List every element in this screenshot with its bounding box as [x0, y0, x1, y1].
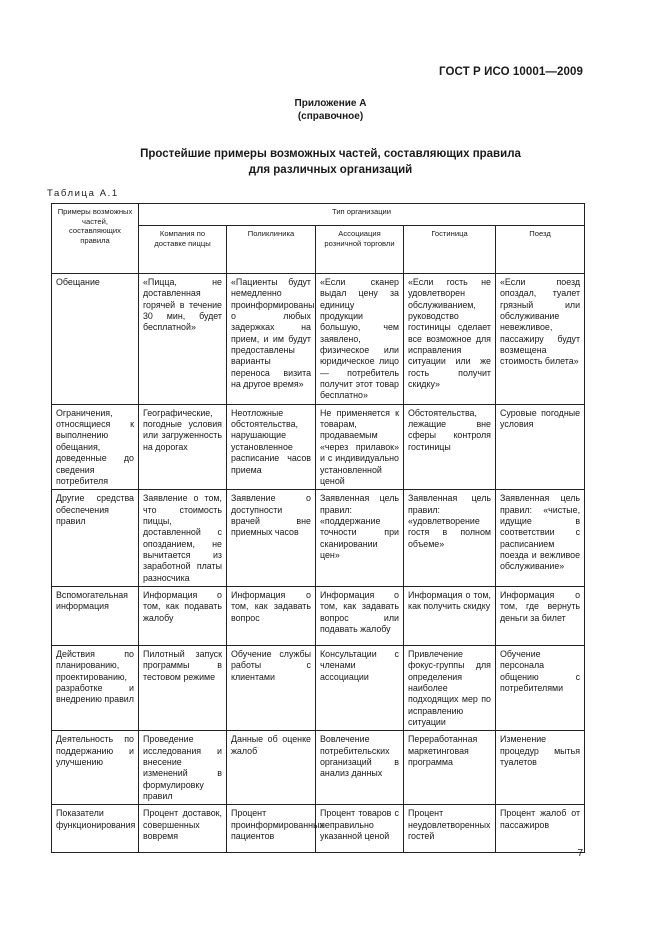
row-label: Обещание — [52, 274, 139, 405]
table-cell: Географические, погодные условия или загруженность на дорогах — [139, 404, 227, 489]
table-cell: Информация о том, как задавать вопрос — [227, 586, 316, 645]
page-number: 7 — [577, 848, 583, 859]
table-row-promise — [52, 274, 585, 405]
row-label: Действия по планированию, проектированию, разработке и внедрению правил — [52, 645, 139, 730]
row-label: Деятельность по поддержанию и улучшению — [52, 731, 139, 805]
document-title — [0, 146, 661, 178]
table-cell: Процент товаров с неправильно указанной ценой — [316, 805, 404, 853]
column-header-train: Поезд — [496, 226, 585, 274]
table-cell: Суровые погодные условия — [496, 404, 585, 489]
table-cell: Заявление о доступности врачей вне приемных часов — [227, 490, 316, 587]
table-cell: Процент жалоб от пассажиров — [496, 805, 585, 853]
row-label: Вспомогательная информация — [52, 586, 139, 645]
table-cell: «Если сканер выдал цену за единицу продукции большую, чем заявлено, физическое или юридическое лицо — потребитель получит этот товар бесплатно» — [316, 274, 404, 405]
table-row-limitations — [52, 404, 585, 489]
column-header-retail: Ассоциация розничной торговли — [316, 226, 404, 274]
table-row-maintenance — [52, 731, 585, 805]
table-cell: Данные об оценке жалоб — [227, 731, 316, 805]
row-label: Другие средства обеспечения правил — [52, 490, 139, 587]
appendix-title: Приложение А — [294, 98, 367, 109]
table-row-other-means — [52, 490, 585, 587]
table-row-planning — [52, 645, 585, 730]
appendix-heading — [0, 97, 661, 123]
row-label: Показатели функционирования — [52, 805, 139, 853]
table-cell: Процент доставок, совершенных вовремя — [139, 805, 227, 853]
table-cell: «Пациенты будут немедленно проинформированы о любых задержках на прием, и им будут предоставлены варианты переноса визита на другое время» — [227, 274, 316, 405]
table-cell: Информация о том, как подавать жалобу — [139, 586, 227, 645]
column-header-pizza: Компания по доставке пиццы — [139, 226, 227, 274]
table-cell: Информация о том, как получить скидку — [404, 586, 496, 645]
table-cell: Не применяется к товарам, продаваемым «через прилавок» и с индивидуально установленной ценой — [316, 404, 404, 489]
table-cell: «Если поезд опоздал, туалет грязный или обслуживание невежливое, пассажиру будут возмещена стоимость билета» — [496, 274, 585, 405]
table-cell: «Если гость не удовлетворен обслуживанием, руководство гостиницы сделает все возможное для исправления ситуации или же гость получит скидку» — [404, 274, 496, 405]
table-cell: Неотложные обстоятельства, нарушающие установленное расписание часов приема — [227, 404, 316, 489]
table-cell: Информация о том, как задавать вопрос или подавать жалобу — [316, 586, 404, 645]
table-cell: Процент проинформированных пациентов — [227, 805, 316, 853]
table-cell: Пилотный запуск программы в тестовом режиме — [139, 645, 227, 730]
table-cell: Вовлечение потребительских организаций в анализ данных — [316, 731, 404, 805]
table-cell: Переработанная маркетинговая программа — [404, 731, 496, 805]
table-cell: Информация о том, где вернуть деньги за билет — [496, 586, 585, 645]
table-cell: Обучение персонала общению с потребителями — [496, 645, 585, 730]
table-row-supporting-info — [52, 586, 585, 645]
table-cell: Обучение службы работы с клиентами — [227, 645, 316, 730]
table-cell: Заявление о том, что стоимость пиццы, доставленной с опозданием, не вычитается из заработной платы разносчика — [139, 490, 227, 587]
document-title-line-2: для различных организаций — [248, 164, 413, 176]
column-header-clinic: Поликлиника — [227, 226, 316, 274]
standard-identifier: ГОСТ Р ИСО 10001—2009 — [438, 66, 583, 78]
table-cell: Заявленная цель правил: «удовлетворение гостя в полном объеме» — [404, 490, 496, 587]
column-header-hotel: Гостиница — [404, 226, 496, 274]
rules-examples-table — [51, 203, 585, 853]
table-caption: Таблица А.1 — [47, 188, 119, 199]
table-cell: Изменение процедур мытья туалетов — [496, 731, 585, 805]
table-cell: Заявленная цель правил: «поддержание точности при сканировании цен» — [316, 490, 404, 587]
appendix-subtitle: (справочное) — [297, 111, 364, 122]
table-cell: «Пицца, не доставленная горячей в течение 30 мин, будет бесплатной» — [139, 274, 227, 405]
table-row-performance — [52, 805, 585, 853]
document-title-line-1: Простейшие примеры возможных частей, составляющих правила — [140, 148, 521, 160]
table-cell: Процент неудовлетворенных гостей — [404, 805, 496, 853]
table-cell: Консультации с членами ассоциации — [316, 645, 404, 730]
table-cell: Заявленная цель правил: «чистые, идущие в соответствии с расписанием поезда и вежливое обслуживание» — [496, 490, 585, 587]
table-cell: Привлечение фокус-группы для определения наиболее подходящих мер по исправлению ситуации — [404, 645, 496, 730]
row-label: Ограничения, относящиеся к выполнению обещания, доведенные до сведения потребителя — [52, 404, 139, 489]
table-cell: Проведение исследования и внесение изменений в формулировку правил — [139, 731, 227, 805]
corner-header-cell: Примеры возможных частей, составляющих правила — [52, 204, 139, 274]
organization-type-header: Тип организации — [139, 204, 585, 226]
table-cell: Обстоятельства, лежащие вне сферы контроля гостиницы — [404, 404, 496, 489]
